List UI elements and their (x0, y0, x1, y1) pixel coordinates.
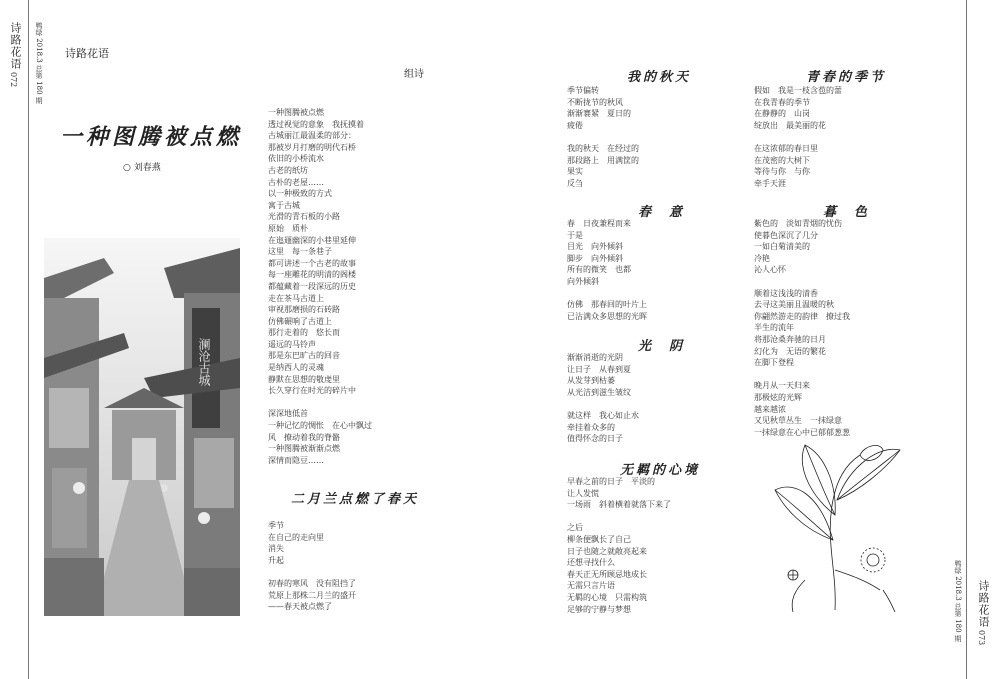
poem-line: 渐渐消逝的光阴 (567, 353, 623, 362)
poem-line: 反刍 (567, 178, 583, 188)
poem-line: 将那沧桑奔驰的日月 (754, 334, 826, 344)
poem-line: 在我青春的季节 (754, 97, 810, 107)
poem-line: 消失 (268, 544, 284, 554)
poem-title-spring: 春意 (638, 205, 701, 220)
poem-line (567, 288, 647, 300)
poem-line (754, 369, 850, 381)
main-title: 一种图腾被点燃 (60, 125, 243, 150)
poem-line: 在茂密的大树下 (754, 155, 810, 165)
poem-line: 原始 质朴 (268, 223, 308, 233)
poem-line: 顺着这浅浅的清香 (754, 288, 818, 298)
poem-totem (268, 107, 372, 466)
poem-line: 依旧的小桥流水 (268, 154, 324, 164)
poem-line: 一场雨 斜着横着就落下来了 (567, 500, 671, 510)
poem-line (754, 276, 850, 288)
poem-spring (567, 218, 647, 322)
poem-line (567, 131, 639, 143)
poem-title-heart: 无羁的心境 (620, 463, 701, 478)
poem-line: 初春的寒风 没有阻挡了 (268, 578, 356, 588)
poem-line: 无羁的心境 只需构筑 (567, 592, 647, 602)
poem-line: 一种图腾被点燃 (268, 108, 324, 117)
poem-line: 等待与你 与你 (754, 167, 810, 177)
poem-line: 静默在思想的敬虔里 (268, 374, 340, 384)
photo-old-town (44, 238, 240, 616)
poem-line: 在自己的走向里 (268, 532, 324, 542)
poem-line: 幻化为 无语的繁花 (754, 346, 826, 356)
poem-line: 升起 (268, 555, 284, 565)
poem-title-twilight: 暮色 (823, 205, 886, 220)
poem-line: 那段路上 用满筐的 (567, 155, 639, 165)
poem-line: 柳条便飘长了自己 (567, 534, 631, 544)
poem-line: 是纳西人的灵魂 (268, 363, 324, 373)
poem-line: 古朴的老屋…… (268, 177, 324, 187)
poem-line (567, 398, 639, 410)
poem-line: 让人发慌 (567, 488, 599, 498)
poem-line: 去寻这美丽且温暖的秋 (754, 300, 834, 310)
poem-line: 走在茶马古道上 (268, 293, 324, 303)
poem-line: 长久穿行在时光的碎片中 (268, 386, 356, 396)
poem-line: 荒原上那株二月兰的盛开 (268, 590, 356, 600)
author: ○ 刘春燕 (123, 163, 161, 173)
poem-heart (567, 476, 671, 615)
poem-line: 一抹绿意在心中已郁郁葱葱 (754, 427, 850, 437)
poem-line: 风 撩动着我的脊骼 (268, 432, 340, 442)
poem-line (754, 131, 842, 143)
poem-line: 无需只言片语 (567, 581, 615, 591)
poem-line: 冷艳 (754, 253, 770, 263)
poem-line: 那行走着的 悠长而 (268, 328, 340, 338)
poem-line: 季节 (268, 521, 284, 530)
poem-line: 果实 (567, 167, 583, 177)
poem-line: 古城丽江最温柔的部分： (268, 131, 356, 141)
poem-line: 你翩然游走的韵律 撩过我 (754, 311, 850, 321)
poem-line: 透过视觉的意象 我抚摸着 (268, 119, 364, 129)
poem-line: 以一种极致的方式 (268, 189, 332, 199)
left-margin-issue: 鸭绿 2018.3 总第 180 期 (35, 22, 43, 104)
poem-line (268, 566, 356, 578)
poem-line: 足够的宁静与梦想 (567, 604, 631, 614)
poem-line: 寓于古城 (268, 200, 300, 210)
poem-line: ——春天被点燃了 (268, 602, 332, 612)
poem-line: 还想寻找什么 (567, 558, 615, 568)
poem-line: 那被岁月打磨的明代石桥 (268, 142, 356, 152)
flower-icon (765, 440, 905, 615)
poem-line: 不断拢节的秋风 (567, 97, 623, 107)
poem-line: 牵挂着众多的 (567, 422, 615, 432)
poem-line: 从光洁到滋生皱纹 (567, 387, 631, 397)
poem-line: 在脚下登程 (754, 358, 794, 368)
poem-line: 仿佛 那春回的叶片上 (567, 300, 647, 310)
poem-line: 那极炫的光辉 (754, 392, 802, 402)
poem-line: 脚步 向外倾斜 (567, 253, 623, 263)
poem-line: 深深地低首 (268, 409, 308, 419)
poem-youth (754, 85, 842, 189)
poem-line: 春天正无所顾忌地成长 (567, 569, 647, 579)
right-margin-page-number: 073 (977, 630, 986, 646)
poem-line: 紫色的 淡如青烟的忧伤 (754, 219, 842, 228)
photo-old-town-illustration (44, 238, 240, 616)
poem-line: 之后 (567, 523, 583, 533)
poem-light (567, 352, 639, 445)
poem-line: 审视那磨损的石砖路 (268, 305, 340, 315)
poem-line: 所有的微笑 也都 (567, 265, 631, 275)
poem-line: 让日子 从春到夏 (567, 364, 631, 374)
poem-line: 在迤逦幽深的小巷里延伸 (268, 235, 356, 245)
poem-line: 在静静的 山岗 (754, 109, 810, 119)
page-section-header: 诗路花语 (65, 47, 109, 60)
left-margin-section: 诗路花语 (9, 22, 22, 70)
poem-autumn (567, 85, 639, 189)
poem-line: 遥远的马铃声 (268, 339, 316, 349)
poem-february (268, 520, 356, 613)
poem-line: 就这样 我心如止水 (567, 410, 639, 420)
poem-line: 我的秋天 在经过的 (567, 143, 639, 153)
poem-line: 值得怀念的日子 (567, 434, 623, 444)
poem-line: 绽放出 最美丽的花 (754, 120, 826, 130)
poem-line: 日子也随之就敞亮起来 (567, 546, 647, 556)
poem-line: 使暮色深沉了几分 (754, 230, 818, 240)
poem-line: 春 日夜兼程而来 (567, 219, 631, 228)
poem-line: 那是东巴旷古的回音 (268, 351, 340, 361)
photo-sign-text: 澜沧古城 (197, 338, 211, 386)
poem-line: 都可讲述一个古老的故事 (268, 258, 356, 268)
right-margin-section: 诗路花语 (977, 580, 990, 628)
poem-line: 牵手天涯 (754, 178, 786, 188)
right-margin (966, 0, 994, 679)
poem-twilight (754, 218, 850, 438)
poem-line: 都蕴藏着一段深远的历史 (268, 281, 356, 291)
poem-line: 向外倾斜 (567, 276, 599, 286)
poem-line: 沁人心怀 (754, 265, 786, 275)
poem-line: 仿佛碾响了古道上 (268, 316, 332, 326)
poem-line: 又见秋草丛生 一抹绿意 (754, 416, 842, 426)
poem-line: 一如白菊清美的 (754, 242, 810, 252)
poem-line: 早春之前的日子 平淡的 (567, 477, 655, 486)
poem-line: 目光 向外倾斜 (567, 242, 623, 252)
poem-line: 疲倦 (567, 120, 583, 130)
poem-line: 假如 我是一枝含苞的蕾 (754, 86, 842, 95)
poem-line: 光滑的青石板的小路 (268, 212, 340, 222)
right-margin-issue: 鸭绿 2018.3 总第 180 期 (954, 560, 962, 642)
poem-line: 这里 每一条巷子 (268, 247, 332, 257)
poem-line: 深情而隐豆…… (268, 455, 324, 465)
left-margin (0, 0, 29, 679)
poem-title-february: 二月兰点燃了春天 (291, 492, 420, 507)
poem-line (567, 511, 671, 523)
group-label: 组诗 (404, 69, 424, 80)
poem-title-youth: 青春的季节 (806, 70, 887, 85)
poem-title-autumn: 我的秋天 (627, 70, 692, 85)
botanical-illustration (765, 440, 905, 615)
poem-line: 从发芽到枯萎 (567, 376, 615, 386)
poem-line: 晚月从一天归来 (754, 381, 810, 391)
poem-line: 已沾满众多思想的光晖 (567, 311, 647, 321)
poem-line (268, 397, 372, 409)
poem-line: 越来越浓 (754, 404, 786, 414)
poem-line: 一种记忆的惆怅 在心中飘过 (268, 421, 372, 431)
poem-line: 古老的纸坊 (268, 165, 308, 175)
poem-line: 季节偏转 (567, 86, 599, 95)
left-margin-page-number: 072 (9, 72, 18, 88)
poem-line: 在这浓郁的春日里 (754, 143, 818, 153)
poem-line: 一种图腾被渐渐点燃 (268, 444, 340, 454)
poem-line: 半生的流年 (754, 323, 794, 333)
poem-line: 每一座雕花的明清的阁楼 (268, 270, 356, 280)
poem-line: 于是 (567, 230, 583, 240)
poem-title-light: 光阴 (638, 339, 701, 354)
poem-line: 渐渐褰紧 夏日的 (567, 109, 631, 119)
